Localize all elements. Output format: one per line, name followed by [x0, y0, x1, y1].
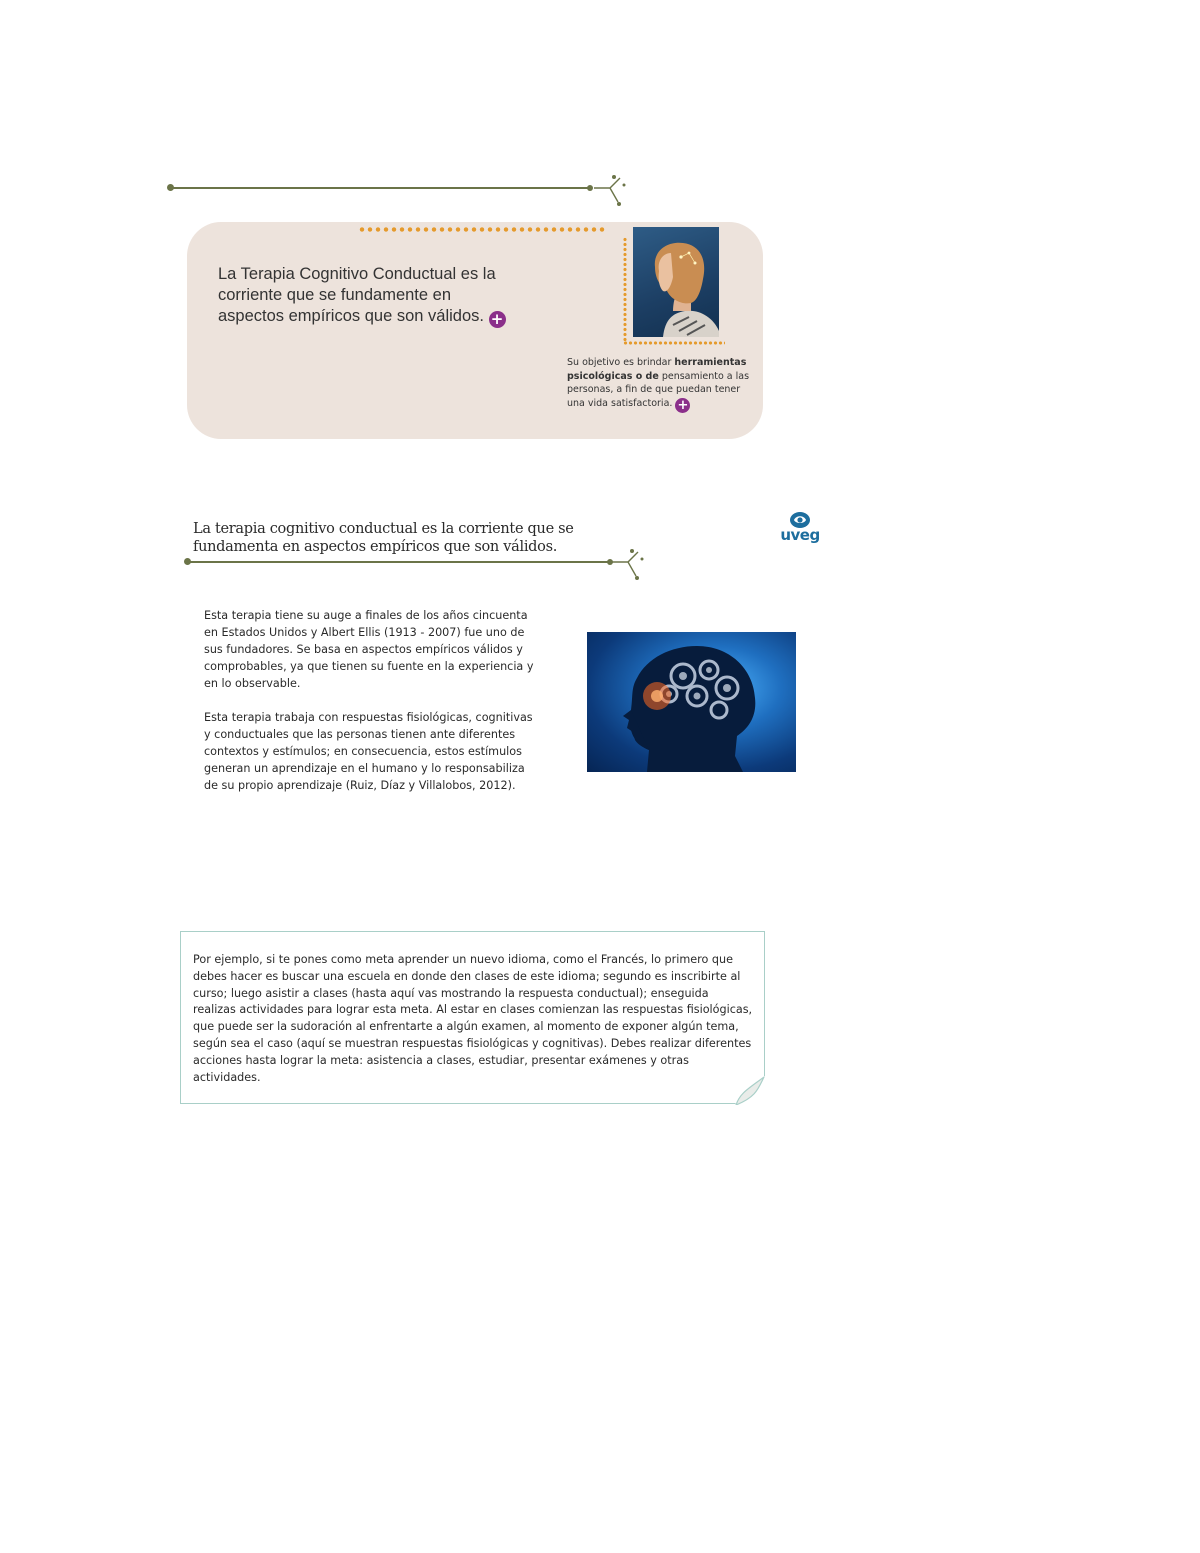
divider-dot — [167, 184, 174, 191]
example-note — [180, 931, 765, 1104]
side-text-bold: herramientas psicológicas o de — [567, 357, 747, 382]
section-body — [204, 709, 536, 794]
side-text-start: Su objetivo es brindar — [567, 357, 675, 368]
intro-lead-label: La Terapia Cognitivo Conductual es la corriente que se fundamente en aspectos empíricos que son válidos. — [218, 265, 496, 325]
page-curl-icon — [734, 1075, 766, 1105]
head-silhouette-illustration — [587, 632, 796, 772]
brain-gears-image — [587, 632, 796, 772]
intro-card — [187, 222, 763, 439]
logo-text: uveg — [780, 526, 820, 544]
side-text-end: pensamiento a las personas, a fin de que puedan tener una vida satisfactoria. — [567, 370, 750, 409]
branch-ornament — [610, 546, 648, 582]
intro-lead-text — [218, 264, 518, 328]
body-paragraph: Esta terapia tiene su auge a finales de los años cincuenta en Estados Unidos y Albert Ellis (1913 - 2007) fue uno de sus fundadores. Se basa en aspectos empíricos válidos y comprobables, ya que tienen su fuente en la experiencia y en lo observable. — [204, 609, 534, 690]
top-divider — [170, 187, 590, 189]
dotted-frame-left — [623, 237, 627, 342]
section-body — [204, 607, 536, 692]
dotted-frame-bottom — [623, 341, 725, 345]
body-paragraph: Esta terapia trabaja con respuestas fisiológicas, cognitivas y conductuales que las personas tienen ante diferentes contextos y estímulos; en consecuencia, estos estímulos generan un aprendizaje en el humano y lo responsabiliza de su propio aprendizaje (Ruiz, Díaz y Villalobos, 2012). — [204, 711, 533, 792]
uveg-logo — [778, 510, 822, 548]
branch-ornament — [592, 172, 630, 208]
section-title: La terapia cognitivo conductual es la corriente que se fundamenta en aspectos empíricos que son válidos. — [193, 521, 574, 555]
expand-plus-icon[interactable]: + — [675, 398, 690, 413]
woman-profile-photo — [633, 227, 719, 337]
dotted-accent — [358, 227, 606, 232]
expand-plus-icon[interactable]: + — [489, 311, 506, 328]
woman-profile-illustration — [633, 227, 719, 337]
section-divider — [187, 561, 610, 563]
divider-dot — [184, 558, 191, 565]
intro-side-text — [567, 356, 755, 413]
example-note-text: Por ejemplo, si te pones como meta aprender un nuevo idioma, como el Francés, lo primero que debes hacer es buscar una escuela en donde den clases de este idioma; segundo es inscribirte al curso; luego asistir a clases (hasta aquí vas mostrando la respuesta conductual); enseguida realizas actividades para lograr esta meta. Al estar en clases comienzan las respuestas fisiológicas, que puede ser la sudoración al enfrentarte a algún examen, al momento de exponer algún tema, según sea el caso (aquí se muestran respuestas fisiológicas y cognitivas). Debes realizar diferentes acciones hasta lograr la meta: asistencia a clases, estudiar, presentar exámenes y otras actividades. — [193, 953, 753, 1084]
